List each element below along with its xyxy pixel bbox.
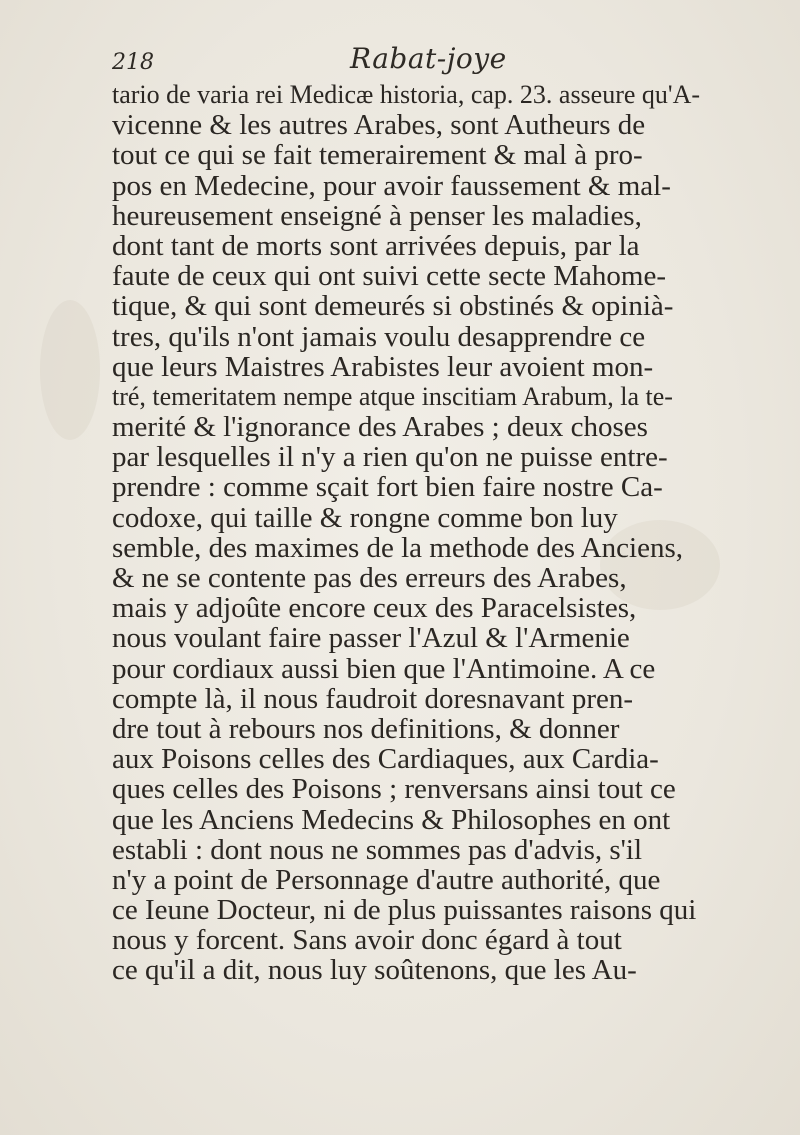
paper-stain <box>40 300 100 440</box>
text-line: faute de ceux qui ont suivi cette secte Mahome- <box>112 260 667 293</box>
text-line: codoxe, qui taille & rongne comme bon luy <box>112 501 618 534</box>
text-line: merité & l'ignorance des Arabes ; deux choses <box>112 411 648 444</box>
text-line: tout ce qui se fait temerairement & mal à pro- <box>112 139 643 172</box>
text-line: que les Anciens Medecins & Philosophes en ont <box>112 803 671 836</box>
running-title: Rabat-joye <box>350 42 507 75</box>
text-line: compte là, il nous faudroit doresnavant pren- <box>112 682 634 715</box>
text-line: pos en Medecine, pour avoir faussement & mal- <box>112 169 671 202</box>
text-line: heureusement enseigné à penser les maladies, <box>112 199 642 232</box>
text-line: ce qu'il a dit, nous luy soûtenons, que les Au- <box>112 954 637 987</box>
page-number: 218 <box>112 50 154 75</box>
text-line: que leurs Maistres Arabistes leur avoient mon- <box>112 350 654 383</box>
text-line: vicenne & les autres Arabes, sont Autheurs de <box>112 109 646 142</box>
text-line: tique, & qui sont demeurés si obstinés & opinià- <box>112 290 674 323</box>
text-line: dont tant de morts sont arrivées depuis, par la <box>112 229 640 262</box>
text-line: n'y a point de Personnage d'autre authorité, que <box>112 863 661 896</box>
text-line: semble, des maximes de la methode des Anciens, <box>112 531 683 564</box>
text-line: prendre : comme sçait fort bien faire nostre Ca- <box>112 471 663 504</box>
text-line: & ne se contente pas des erreurs des Arabes, <box>112 562 627 594</box>
text-line: nous voulant faire passer l'Azul & l'Armenie <box>112 622 630 655</box>
text-line: establi : dont nous ne sommes pas d'advis, s'il <box>112 833 643 866</box>
text-line: tario de varia rei Medicæ historia, cap. 23. asseure qu'A- <box>112 80 701 109</box>
text-line: pour cordiaux aussi bien que l'Antimoine. A ce <box>112 652 656 685</box>
text-line: dre tout à rebours nos definitions, & donner <box>112 712 620 745</box>
body-text <box>112 80 732 986</box>
text-line: nous y forcent. Sans avoir donc égard à tout <box>112 924 622 957</box>
text-line: ce Ieune Docteur, ni de plus puissantes raisons qui <box>112 894 697 927</box>
text-line: mais y adjoûte encore ceux des Paracelsistes, <box>112 592 637 625</box>
text-line: aux Poisons celles des Cardiaques, aux Cardia- <box>112 743 659 776</box>
text-line: tré, temeritatem nempe atque inscitiam Arabum, la te- <box>112 381 673 411</box>
text-line: ques celles des Poisons ; renversans ainsi tout ce <box>112 773 676 806</box>
text-line: par lesquelles il n'y a rien qu'on ne puisse entre- <box>112 441 668 474</box>
page-header <box>112 40 672 80</box>
text-line: tres, qu'ils n'ont jamais voulu desapprendre ce <box>112 320 646 353</box>
